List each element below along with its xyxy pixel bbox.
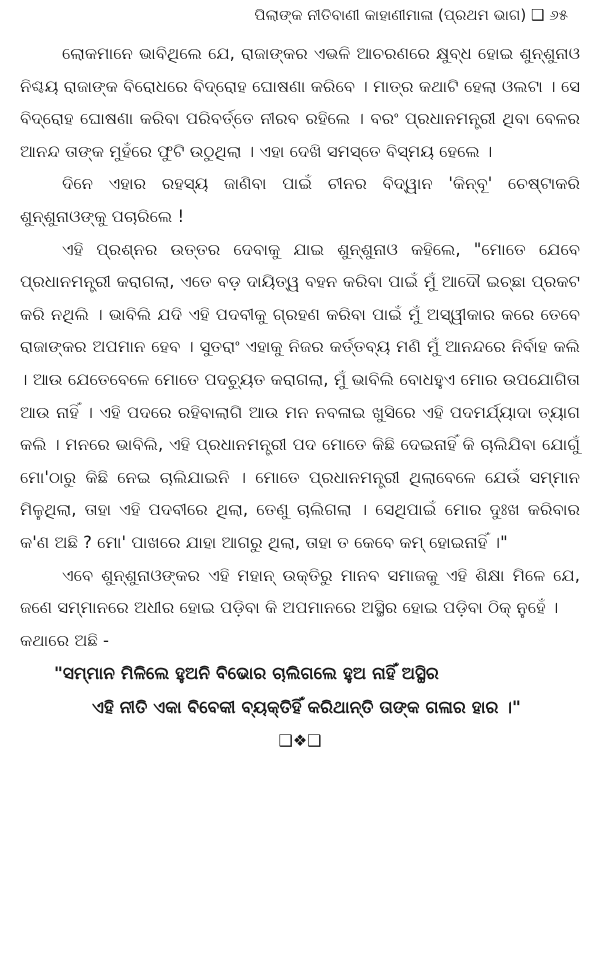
closing-quote <box>20 657 580 725</box>
quote-line-1: "ସମ୍ମାନ ମିଳିଲେ ହୁଅନି ବିଭୋର ଚାଲିଗଲେ ହୁଅ ନାହିଁ ଅସ୍ଥିର <box>54 664 439 685</box>
paragraph-3: ଏହି ପ୍ରଶ୍ନର ଉତ୍ତର ଦେବାକୁ ଯାଇ ଶୁନ୍‌ଶୁନାଓ କହିଲେ, "ମୋତେ ଯେବେ ପ୍ରଧାନମନ୍ତ୍ରୀ କରାଗଲା, ଏତେ ବଡ଼ ଦାୟିତ୍ୱ ବହନ କରିବା ପାଇଁ ମୁଁ ଆଦୌ ଇଚ୍ଛା ପ୍ରକଟ କରି ନଥିଲି । ଭାବିଲି ଯଦି ଏହି ପଦବୀକୁ ଗ୍ରହଣ କରିବା ପାଇଁ ମୁଁ ଅସ୍ୱୀକାର କରେ ତେବେ ରାଜାଙ୍କର ଅପମାନ ହେବ । ସୁତରାଂ ଏହାକୁ ନିଜର କର୍ତ୍ତବ୍ୟ ମଣି ମୁଁ ଆନନ୍ଦରେ ନିର୍ବାହ କଲି । ଆଉ ଯେତେବେଳେ ମୋତେ ପଦଚ୍ୟୁତ କରାଗଲା, ମୁଁ ଭାବିଲି ବୋଧହୁଏ ମୋର ଉପଯୋଗିତା ଆଉ ନାହିଁ । ଏହି ପଦରେ ରହିବାଲାଗି ଆଉ ମନ ନବଳାଇ ଖୁସିରେ ଏହି ପଦମର୍ଯ୍ୟାଦା ତ୍ୟାଗ କଲି । ମନରେ ଭାବିଲି, ଏହି ପ୍ରଧାନମନ୍ତ୍ରୀ ପଦ ମୋତେ କିଛି ଦେଇନାହିଁ କି ଚାଲିଯିବା ଯୋଗୁଁ ମୋ'ଠାରୁ କିଛି ନେଇ ଚାଲିଯାଇନି । ମୋତେ ପ୍ରଧାନମନ୍ତ୍ରୀ ଥିଲାବେଳେ ଯେଉଁ ସମ୍ମାନ ମିଳୁଥିଲା, ତାହା ଏହି ପଦବୀରେ ଥିଲା, ତେଣୁ ଚାଲିଗଲା । ସେଥିପାଇଁ ମୋର ଦୁଃଖ କରିବାର କ'ଣ ଅଛି ? ମୋ' ପାଖରେ ଯାହା ଆଗରୁ ଥିଲା, ତାହା ତ କେବେ କମ୍ ହୋଇନାହିଁ ।" <box>20 239 580 552</box>
running-header: ପିଲାଙ୍କ ନୀତିବାଣୀ କାହାଣୀମାଳା (ପ୍ରଥମ ଭାଗ) ❑ ୬୫ <box>254 6 568 24</box>
saying-intro: କଥାରେ ଅଛି - <box>20 630 109 650</box>
paragraph-2: ଦିନେ ଏହାର ରହସ୍ୟ ଜାଣିବା ପାଇଁ ଚୀନର ବିଦ୍ୱାନ 'କିନ୍‌ବୂ' ଚେଷ୍ଟାକରି ଶୁନ୍‌ଶୁନାଓଙ୍କୁ ପଚାରିଲେ ! <box>20 174 580 226</box>
paragraph-1: ଲୋକମାନେ ଭାବିଥିଲେ ଯେ, ରାଜାଙ୍କର ଏଭଳି ଆଚରଣରେ କ୍ଷୁବ୍ଧ ହୋଇ ଶୁନ୍‌ଶୁନାଓ ନିଶ୍ଚୟ ରାଜାଙ୍କ ବିରୋଧରେ ବିଦ୍ରୋହ ଘୋଷଣା କରିବେ । ମାତ୍ର କଥାଟି ହେଲା ଓଲଟା । ସେ ବିଦ୍ରୋହ ଘୋଷଣା କରିବା ପରିବର୍ତ୍ତେ ନୀରବ ରହିଲେ । ବରଂ ପ୍ରଧାନମନ୍ତ୍ରୀ ଥିବା ବେଳର ଆନନ୍ଦ ତାଙ୍କ ମୁହଁରେ ଫୁଟି ଉଠୁଥିଲା । ଏହା ଦେଖି ସମସ୍ତେ ବିସ୍ମୟ ହେଲେ । <box>20 44 580 161</box>
quote-line-2: ଏହି ନୀତି ଏକା ବିବେକୀ ବ୍ୟକ୍ତିହିଁ କରିଥାନ୍ତି ତାଙ୍କ ଗଳାର ହାର ।" <box>92 698 521 719</box>
story-text <box>20 38 580 725</box>
paragraph-4: ଏବେ ଶୁନ୍‌ଶୁନାଓଙ୍କର ଏହି ମହାନ୍ ଉକ୍ତିରୁ ମାନବ ସମାଜକୁ ଏହି ଶିକ୍ଷା ମିଳେ ଯେ, ଜଣେ ସମ୍ମାନରେ ଅଧୀର ହୋଇ ପଡ଼ିବା କି ଅପମାନରେ ଅସ୍ଥିର ହୋଇ ପଡ଼ିବା ଠିକ୍ ନୁହେଁ । <box>20 565 580 618</box>
end-ornament-icon: ❑❖❑ <box>278 731 322 751</box>
